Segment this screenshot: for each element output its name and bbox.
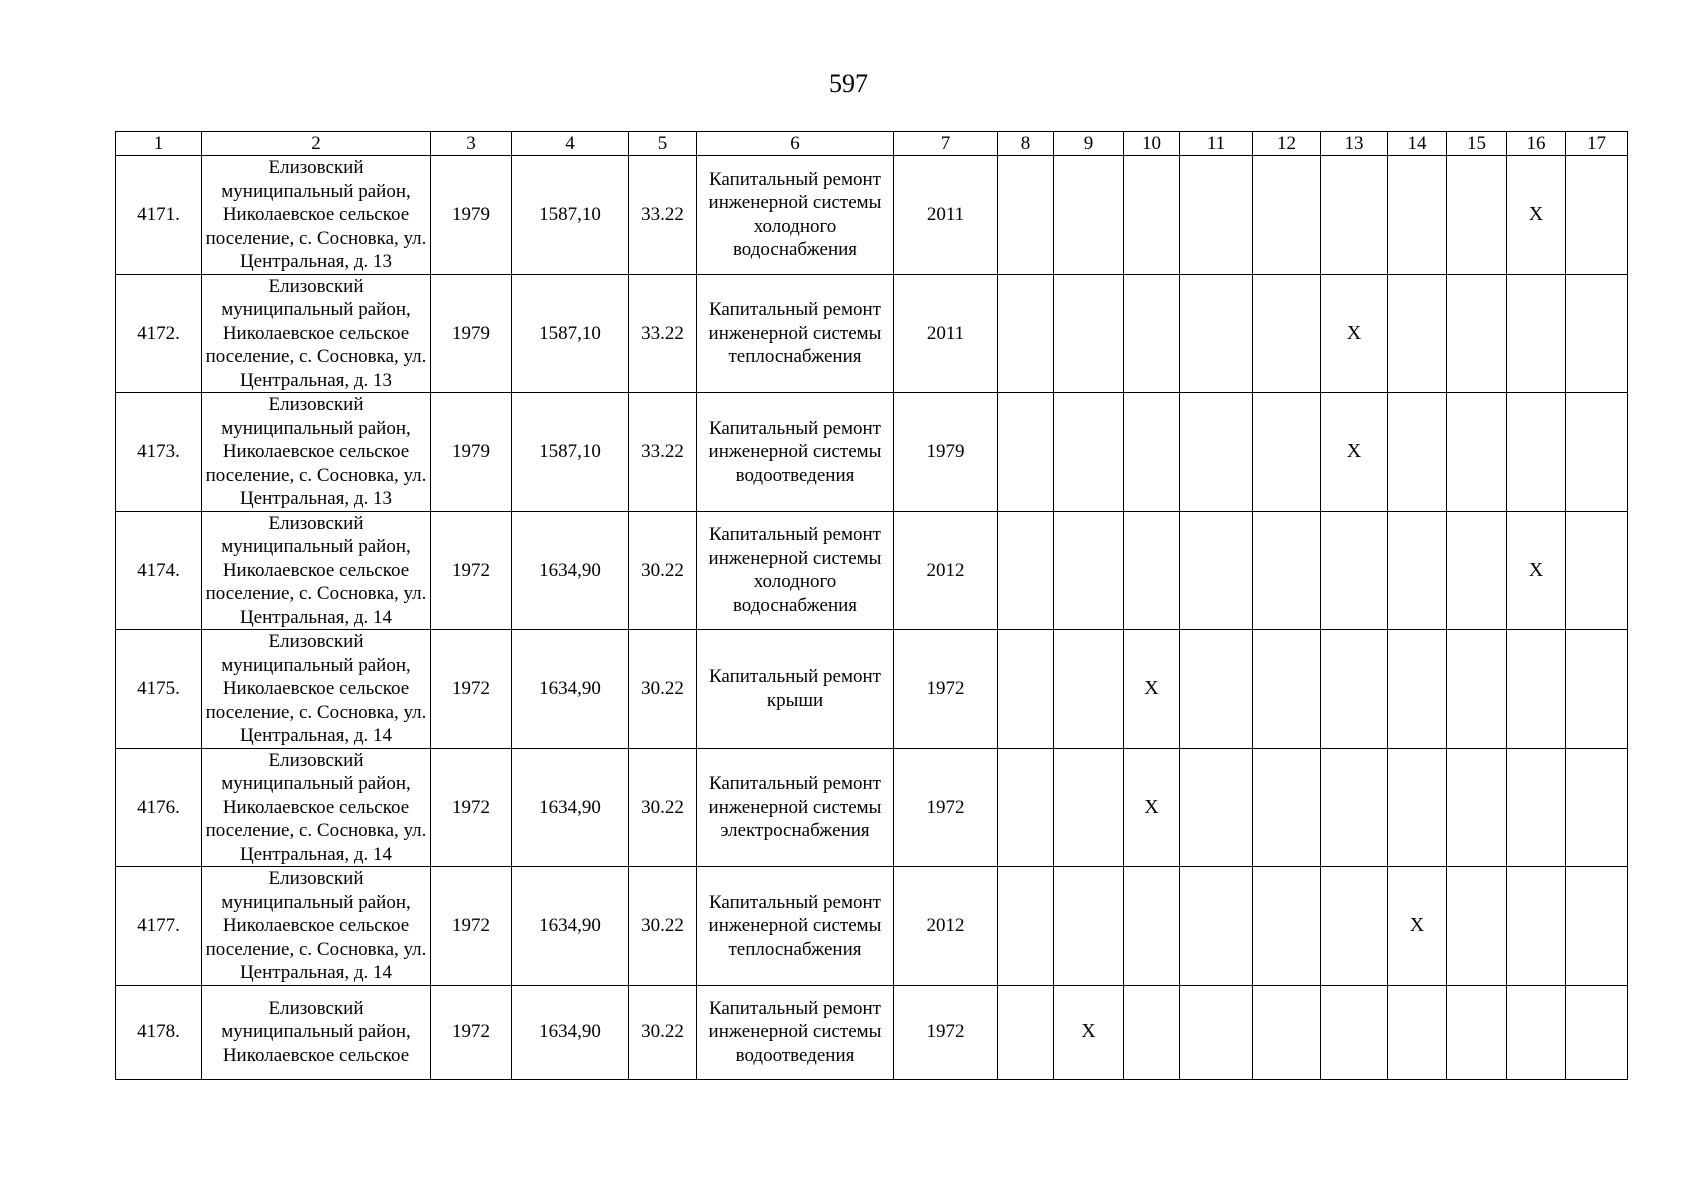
mark-cell: [998, 748, 1054, 867]
mark-cell: [1507, 156, 1566, 275]
column-number-header: 7: [894, 132, 998, 156]
mark-cell: [1507, 748, 1566, 867]
work-type-cell-text: Капитальный ремонт крыши: [708, 666, 881, 711]
row-number-cell-text: 4171.: [137, 204, 180, 225]
address-cell: [202, 985, 431, 1079]
mark-cell: [1253, 156, 1321, 275]
table-row: [116, 748, 1628, 867]
mark-cell: [1253, 985, 1321, 1079]
work-type-cell: [697, 156, 894, 275]
address-cell-text: Елизовский муниципальный район, Николаевское сельское поселение, с. Сосновка, ул. Центральная, д. 13: [205, 157, 427, 272]
mark-cell: [998, 985, 1054, 1079]
area-cell: [512, 393, 629, 512]
mark-cell: [998, 630, 1054, 749]
row-number-cell-text: 4178.: [137, 1021, 180, 1043]
mark-cell: [1054, 630, 1124, 749]
year-cell-text: 2011: [926, 204, 965, 225]
column-number-header: 11: [1180, 132, 1253, 156]
row-number-cell: [116, 511, 202, 630]
column-number-header: 15: [1447, 132, 1507, 156]
row-number-cell-text: 4172.: [137, 322, 180, 344]
area-cell: [512, 156, 629, 275]
column-number-row: [116, 132, 1628, 156]
mark-cell: [1054, 156, 1124, 275]
mark-cell: [1507, 511, 1566, 630]
year-built-cell: [431, 511, 512, 630]
table-row: [116, 867, 1628, 986]
mark-cell: [1566, 748, 1628, 867]
mark-cell: [998, 274, 1054, 393]
mark-cell: [1054, 748, 1124, 867]
address-cell: [202, 867, 431, 986]
row-number-cell-text: 4177.: [137, 915, 180, 936]
row-number-cell-text: 4175.: [137, 678, 180, 699]
mark-cell: [1388, 393, 1447, 512]
address-cell-text: Елизовский муниципальный район, Николаевское сельское поселение, с. Сосновка, ул. Центральная, д. 13: [205, 275, 427, 391]
year-cell-text: 1979: [926, 441, 965, 462]
mark-cell: [1447, 511, 1507, 630]
year-built-cell: [431, 274, 512, 393]
work-type-cell-text: Капитальный ремонт инженерной системы водоотведения: [708, 997, 882, 1066]
mark-text: X: [1346, 440, 1362, 462]
mark-text: X: [1346, 321, 1362, 344]
mark-cell: [1180, 630, 1253, 749]
mark-cell: [1124, 985, 1180, 1079]
area-cell-text: 1634,90: [539, 915, 601, 936]
table-row: [116, 156, 1628, 275]
work-type-cell-text: Капитальный ремонт инженерной системы теплоснабжения: [708, 891, 882, 960]
code-cell-text: 30.22: [641, 915, 684, 936]
column-number-header: 16: [1507, 132, 1566, 156]
area-cell-text: 1587,10: [539, 204, 601, 225]
mark-cell: [998, 867, 1054, 986]
mark-cell: [1321, 748, 1388, 867]
address-cell: [202, 630, 431, 749]
mark-cell: [1447, 156, 1507, 275]
mark-cell: [1388, 156, 1447, 275]
column-number-header: 3: [431, 132, 512, 156]
mark-cell: [1253, 393, 1321, 512]
mark-cell: [1321, 156, 1388, 275]
work-type-cell-text: Капитальный ремонт инженерной системы холодного водоснабжения: [708, 168, 882, 261]
year-cell: [894, 274, 998, 393]
code-cell: [629, 511, 697, 630]
column-number-header: 17: [1566, 132, 1628, 156]
mark-cell: [1054, 511, 1124, 630]
table-row: [116, 630, 1628, 749]
table-row: [116, 274, 1628, 393]
column-number-header: 9: [1054, 132, 1124, 156]
mark-cell: [1321, 985, 1388, 1079]
year-built-cell-text: 1972: [452, 796, 490, 818]
row-number-cell: [116, 393, 202, 512]
area-cell-text: 1634,90: [539, 796, 601, 818]
mark-cell: [1447, 630, 1507, 749]
code-cell-text: 30.22: [641, 559, 684, 581]
mark-text: X: [1528, 558, 1544, 581]
mark-cell: [1566, 511, 1628, 630]
mark-cell: [1054, 867, 1124, 986]
mark-cell: [1124, 511, 1180, 630]
code-cell-text: 33.22: [641, 441, 684, 462]
address-cell-text: Елизовский муниципальный район, Николаевское сельское поселение, с. Сосновка, ул. Центральная, д. 14: [205, 512, 427, 628]
mark-cell: [1566, 985, 1628, 1079]
mark-cell: [1321, 630, 1388, 749]
mark-cell: [1253, 511, 1321, 630]
address-cell-text: Елизовский муниципальный район, Николаевское сельское поселение, с. Сосновка, ул. Центральная, д. 14: [205, 868, 427, 983]
mark-cell: [1507, 985, 1566, 1079]
work-type-cell-text: Капитальный ремонт инженерной системы водоотведения: [708, 417, 882, 486]
address-cell-text: Елизовский муниципальный район, Николаевское сельское: [221, 997, 411, 1066]
mark-cell: [1321, 274, 1388, 393]
year-cell: [894, 393, 998, 512]
code-cell: [629, 748, 697, 867]
year-cell: [894, 985, 998, 1079]
work-type-cell: [697, 274, 894, 393]
area-cell: [512, 867, 629, 986]
page-number: 597: [829, 69, 868, 98]
year-built-cell-text: 1972: [452, 559, 490, 581]
mark-cell: [1054, 393, 1124, 512]
mark-cell: [1180, 274, 1253, 393]
year-cell: [894, 156, 998, 275]
work-type-cell: [697, 511, 894, 630]
mark-cell: [1447, 985, 1507, 1079]
column-number-header: 2: [202, 132, 431, 156]
code-cell-text: 33.22: [641, 204, 684, 225]
code-cell: [629, 630, 697, 749]
mark-cell: [1507, 630, 1566, 749]
mark-cell: [1054, 985, 1124, 1079]
work-type-cell: [697, 748, 894, 867]
row-number-cell-text: 4174.: [137, 559, 180, 581]
code-cell-text: 30.22: [641, 678, 684, 699]
mark-cell: [1447, 867, 1507, 986]
mark-cell: [1180, 393, 1253, 512]
mark-cell: [1507, 393, 1566, 512]
address-cell-text: Елизовский муниципальный район, Николаевское сельское поселение, с. Сосновка, ул. Центральная, д. 13: [205, 394, 427, 509]
code-cell: [629, 985, 697, 1079]
mark-cell: [1054, 274, 1124, 393]
mark-cell: [1124, 274, 1180, 393]
address-cell: [202, 511, 431, 630]
mark-cell: [1507, 867, 1566, 986]
year-cell: [894, 748, 998, 867]
mark-cell: [998, 393, 1054, 512]
area-cell-text: 1634,90: [539, 559, 601, 581]
area-cell-text: 1587,10: [539, 322, 601, 344]
row-number-cell-text: 4176.: [137, 796, 180, 818]
mark-cell: [1388, 274, 1447, 393]
year-built-cell-text: 1972: [452, 1021, 490, 1043]
year-cell: [894, 511, 998, 630]
year-built-cell: [431, 393, 512, 512]
mark-cell: [1124, 630, 1180, 749]
area-cell: [512, 630, 629, 749]
year-built-cell-text: 1972: [452, 678, 490, 699]
year-cell-text: 1972: [926, 1021, 965, 1043]
year-cell: [894, 630, 998, 749]
row-number-cell: [116, 748, 202, 867]
column-number-header: 10: [1124, 132, 1180, 156]
code-cell: [629, 156, 697, 275]
mark-text: X: [1409, 914, 1425, 936]
mark-cell: [1447, 393, 1507, 512]
year-built-cell: [431, 985, 512, 1079]
mark-cell: [1124, 867, 1180, 986]
mark-cell: [1566, 393, 1628, 512]
work-type-cell: [697, 630, 894, 749]
mark-cell: [998, 511, 1054, 630]
mark-cell: [1507, 274, 1566, 393]
work-type-cell: [697, 867, 894, 986]
code-cell-text: 30.22: [641, 1021, 684, 1043]
mark-cell: [1253, 867, 1321, 986]
mark-cell: [1388, 748, 1447, 867]
mark-cell: [1321, 393, 1388, 512]
row-number-cell: [116, 156, 202, 275]
year-cell-text: 1972: [926, 678, 965, 699]
work-type-cell: [697, 985, 894, 1079]
code-cell-text: 33.22: [641, 322, 684, 344]
mark-cell: [1447, 274, 1507, 393]
mark-text: X: [1081, 1020, 1096, 1043]
code-cell: [629, 867, 697, 986]
column-number-header: 14: [1388, 132, 1447, 156]
mark-cell: [1180, 985, 1253, 1079]
code-cell-text: 30.22: [641, 796, 684, 818]
column-number-header: 1: [116, 132, 202, 156]
mark-cell: [1566, 156, 1628, 275]
year-built-cell: [431, 867, 512, 986]
mark-cell: [1253, 748, 1321, 867]
code-cell: [629, 393, 697, 512]
year-cell-text: 2012: [926, 915, 965, 936]
area-cell: [512, 985, 629, 1079]
mark-text: X: [1144, 677, 1159, 699]
work-type-cell-text: Капитальный ремонт инженерной системы холодного водоснабжения: [708, 524, 882, 616]
mark-cell: [1124, 748, 1180, 867]
address-cell: [202, 393, 431, 512]
year-built-cell-text: 1979: [452, 322, 490, 344]
mark-cell: [1447, 748, 1507, 867]
row-number-cell: [116, 867, 202, 986]
mark-cell: [1566, 274, 1628, 393]
table-row: [116, 393, 1628, 512]
column-number-header: 12: [1253, 132, 1321, 156]
mark-cell: [1388, 511, 1447, 630]
mark-cell: [1321, 867, 1388, 986]
area-cell: [512, 274, 629, 393]
mark-cell: [1253, 274, 1321, 393]
row-number-cell: [116, 274, 202, 393]
address-cell-text: Елизовский муниципальный район, Николаевское сельское поселение, с. Сосновка, ул. Центральная, д. 14: [205, 631, 427, 746]
column-number-header: 6: [697, 132, 894, 156]
column-number-header: 8: [998, 132, 1054, 156]
mark-cell: [1388, 630, 1447, 749]
work-type-cell-text: Капитальный ремонт инженерной системы электроснабжения: [708, 773, 882, 841]
row-number-cell: [116, 985, 202, 1079]
area-cell-text: 1634,90: [539, 1021, 601, 1043]
mark-cell: [1566, 867, 1628, 986]
table-body: [116, 156, 1628, 1080]
code-cell: [629, 274, 697, 393]
table-row: [116, 511, 1628, 630]
year-cell-text: 1972: [926, 796, 965, 818]
mark-cell: [1124, 156, 1180, 275]
year-cell: [894, 867, 998, 986]
mark-text: X: [1528, 203, 1544, 225]
column-number-header: 4: [512, 132, 629, 156]
area-cell: [512, 511, 629, 630]
work-type-cell-text: Капитальный ремонт инженерной системы теплоснабжения: [708, 299, 882, 367]
year-built-cell-text: 1979: [452, 204, 490, 225]
mark-cell: [1180, 867, 1253, 986]
mark-text: X: [1144, 795, 1159, 818]
year-built-cell-text: 1972: [452, 915, 490, 936]
mark-cell: [1180, 156, 1253, 275]
area-cell-text: 1587,10: [539, 441, 601, 462]
mark-cell: [1566, 630, 1628, 749]
mark-cell: [1388, 985, 1447, 1079]
year-built-cell-text: 1979: [452, 441, 490, 462]
address-cell-text: Елизовский муниципальный район, Николаевское сельское поселение, с. Сосновка, ул. Центральная, д. 14: [205, 749, 427, 865]
table-row: [116, 985, 1628, 1079]
mark-cell: [1253, 630, 1321, 749]
year-built-cell: [431, 630, 512, 749]
mark-cell: [1180, 748, 1253, 867]
column-number-header: 13: [1321, 132, 1388, 156]
mark-cell: [1180, 511, 1253, 630]
year-cell-text: 2012: [926, 559, 965, 581]
mark-cell: [998, 156, 1054, 275]
capital-repair-table: [115, 131, 1628, 1080]
row-number-cell: [116, 630, 202, 749]
year-built-cell: [431, 156, 512, 275]
area-cell-text: 1634,90: [539, 678, 601, 699]
year-built-cell: [431, 748, 512, 867]
mark-cell: [1124, 393, 1180, 512]
mark-cell: [1321, 511, 1388, 630]
address-cell: [202, 156, 431, 275]
address-cell: [202, 748, 431, 867]
area-cell: [512, 748, 629, 867]
work-type-cell: [697, 393, 894, 512]
address-cell: [202, 274, 431, 393]
row-number-cell-text: 4173.: [137, 441, 180, 462]
mark-cell: [1388, 867, 1447, 986]
year-cell-text: 2011: [926, 322, 965, 344]
column-number-header: 5: [629, 132, 697, 156]
